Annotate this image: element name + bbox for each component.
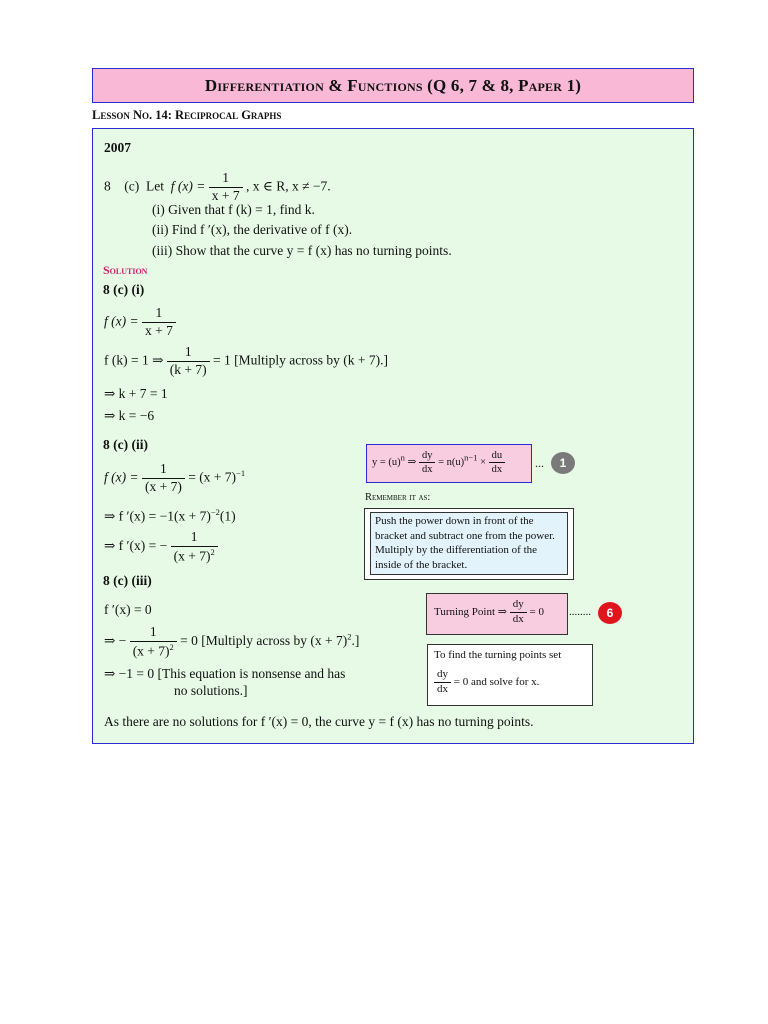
part-ii-line2 xyxy=(104,507,236,525)
part-ii-line1-exp: −1 xyxy=(236,467,246,478)
question-line xyxy=(104,170,331,205)
part-i-line1-lhs: f (x) = xyxy=(104,313,139,329)
lesson-heading: Lesson No. 14: Reciprocal Graphs xyxy=(92,108,282,122)
turning-point-arrow: ⇒ xyxy=(497,605,508,618)
part-i-line2-den: (k + 7) xyxy=(169,361,207,377)
turning-point-rhs: = 0 xyxy=(529,605,544,618)
part-ii-line1-lhs: f (x) = xyxy=(104,469,139,485)
part-iii-line2 xyxy=(104,624,359,660)
part-iii-line2-den-text: (x + 7) xyxy=(132,643,170,659)
part-i-heading: 8 (c) (i) xyxy=(103,282,145,297)
chain-rule-arrow: ⇒ xyxy=(407,457,417,469)
part-ii-line2-tail: (1) xyxy=(219,508,236,524)
subquestion-ii: (ii) Find f ′(x), the derivative of f (x). xyxy=(152,222,353,237)
part-i-line4: ⇒ k = −6 xyxy=(104,408,155,423)
conclusion: As there are no solutions for f ′(x) = 0, the curve y = f (x) has no turning points. xyxy=(104,714,534,729)
function-lhs: f (x) = xyxy=(170,178,206,194)
remember-label: Remember it as: xyxy=(365,492,431,503)
chain-rule-lhs: y = (u) xyxy=(372,457,401,469)
part-iii-line2-den-exp: 2 xyxy=(169,641,174,652)
part-iii-line3b: no solutions.] xyxy=(174,683,248,698)
part-iii-line2-rhs-exp: 2 xyxy=(347,631,352,642)
question-part: (c) xyxy=(124,178,140,194)
tip-dx: dx xyxy=(437,682,448,695)
chain-rule-dydx xyxy=(419,449,436,476)
part-i-line2-num: 1 xyxy=(167,344,210,362)
turning-point-label: Turning Point xyxy=(434,605,496,618)
turning-point-dy: dy xyxy=(510,598,527,613)
subquestion-iii: (iii) Show that the curve y = f (x) has no turning points. xyxy=(152,243,452,258)
turning-point-dydx xyxy=(510,598,527,627)
part-iii-line2-fraction xyxy=(130,624,177,660)
function-domain: , x ∈ R, x ≠ −7. xyxy=(245,178,331,194)
part-ii-line1-num: 1 xyxy=(142,461,185,479)
subquestion-i: (i) Given that f (k) = 1, find k. xyxy=(152,202,315,217)
tip-dydx xyxy=(434,668,451,697)
part-ii-heading: 8 (c) (ii) xyxy=(103,437,148,452)
part-iii-line3: ⇒ −1 = 0 [This equation is nonsense and has xyxy=(104,666,346,681)
chain-rule-dudx xyxy=(489,449,506,476)
turning-point-dx: dx xyxy=(512,612,524,625)
part-i-line2-lhs: f (k) = 1 ⇒ xyxy=(104,352,164,368)
part-ii-line3-den-text: (x + 7) xyxy=(173,548,211,564)
part-i-line1-fraction xyxy=(142,305,176,340)
part-iii-line2-lhs: ⇒ − xyxy=(104,633,127,649)
part-i-line2-rhs: = 1 [Multiply across by (k + 7).] xyxy=(213,352,388,368)
part-iii-heading: 8 (c) (iii) xyxy=(103,573,152,588)
part-iii-line2-rhs-end: .] xyxy=(351,633,360,649)
function-fraction xyxy=(209,170,243,205)
part-ii-line1-rhs: = (x + 7) xyxy=(188,469,237,485)
chain-rule-mid: = n(u) xyxy=(438,457,465,469)
part-ii-line3-fraction xyxy=(171,529,218,565)
chain-rule-dx: dx xyxy=(421,464,433,476)
remember-box xyxy=(370,512,568,575)
question-let: Let xyxy=(145,178,164,194)
function-numerator: 1 xyxy=(209,170,243,188)
reference-badge-1: 1 xyxy=(551,452,575,474)
tip-line2-text: = 0 and solve for x. xyxy=(453,675,540,688)
part-i-line2-fraction xyxy=(167,344,210,379)
part-i-line3: ⇒ k + 7 = 1 xyxy=(104,386,168,401)
part-iii-line1: f ′(x) = 0 xyxy=(104,602,152,617)
question-year: 2007 xyxy=(104,140,131,155)
part-ii-line3-den-exp: 2 xyxy=(210,546,215,557)
reference-badge-6: 6 xyxy=(598,602,622,624)
part-i-line1-den: x + 7 xyxy=(144,322,173,338)
chain-rule-formula xyxy=(372,449,505,476)
part-i-line2 xyxy=(104,344,388,379)
chain-rule-dx2: dx xyxy=(491,464,503,476)
page-title: Differentiation & Functions (Q 6, 7 & 8, Paper 1) xyxy=(92,68,694,103)
part-ii-line3-lhs: ⇒ f ′(x) = − xyxy=(104,538,168,554)
part-i-line1 xyxy=(104,305,176,340)
part-ii-line3-den xyxy=(171,547,218,565)
function-denominator: x + 7 xyxy=(211,187,240,203)
part-iii-line2-rhs: = 0 [Multiply across by (x + 7) xyxy=(180,633,348,649)
turning-point-formula xyxy=(434,598,544,627)
tip-line2 xyxy=(434,668,539,697)
chain-rule-mid-exp: n−1 xyxy=(464,452,478,463)
part-ii-line1 xyxy=(104,461,245,496)
part-ii-line1-den: (x + 7) xyxy=(144,478,182,494)
part-iii-line2-den xyxy=(130,642,177,660)
part-ii-line3-num: 1 xyxy=(171,529,218,547)
chain-rule-dy: dy xyxy=(419,449,436,463)
solution-label: Solution xyxy=(103,263,148,277)
turning-point-dots: ........ xyxy=(569,606,591,618)
part-ii-line2-text: ⇒ f ′(x) = −1(x + 7) xyxy=(104,508,211,524)
part-ii-line1-fraction xyxy=(142,461,185,496)
remember-text: Push the power down in front of the bracket and subtract one from the power. Multiply by the differentiation of the inside of the bracket. xyxy=(375,515,555,571)
tip-line1: To find the turning points set xyxy=(434,649,562,661)
part-i-line1-num: 1 xyxy=(142,305,176,323)
part-ii-line2-exp: −2 xyxy=(210,507,220,517)
part-ii-line3 xyxy=(104,529,218,565)
chain-rule-dots: ... xyxy=(535,456,544,470)
chain-rule-du: du xyxy=(489,449,506,463)
chain-rule-lhs-exp: n xyxy=(400,452,405,463)
chain-rule-times: × xyxy=(480,457,486,469)
part-iii-line2-num: 1 xyxy=(130,624,177,642)
question-number: 8 xyxy=(104,178,111,194)
tip-dy: dy xyxy=(434,668,451,683)
